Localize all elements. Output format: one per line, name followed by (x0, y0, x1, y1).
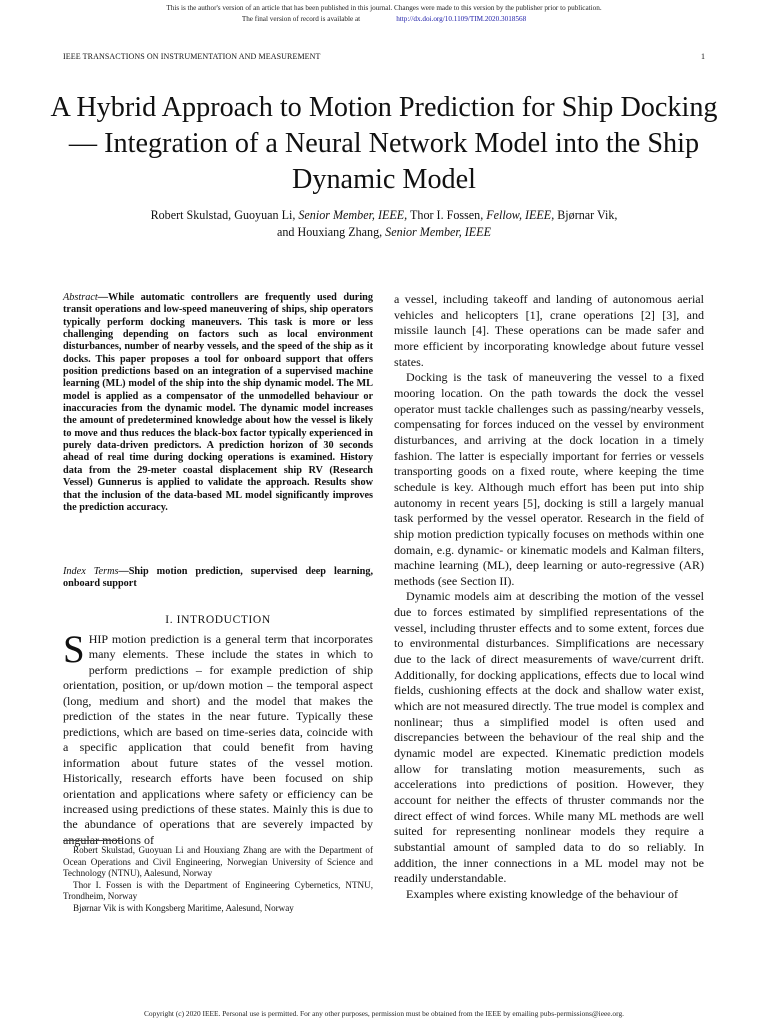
right-column-body (394, 292, 704, 903)
footnote-affiliation: Thor I. Fossen is with the Department of Engineering Cybernetics, NTNU, Trondheim, Norway (63, 879, 373, 901)
body-paragraph: Docking is the task of maneuvering the vessel to a fixed mooring location. On the path towards the dock the vessel operator must tackle challenges such as passing/nearby vessels, compensating for forces induced on the vessel by environment disturbances, and arriving at the dock location in a timely fashion. The latter is especially important for ferries or vessels transporting goods on a fixed route, where keeping the time schedule is key. Although much effort has been put into ship autonomy in recent years [5], docking is still a largely manual task performed by the vessel operator. Research in the field of ship motion prediction typically focuses on methods within one domain, e.g. dynamic- or kinematic models and Kalman filters, machine learning (ML), deep learning or auto-regressive (AR) methods (see Section II). (394, 370, 704, 588)
index-terms-text: —Ship motion prediction, supervised deep learning, onboard support (63, 566, 374, 590)
version-of-record-text: The final version of record is available at (241, 15, 361, 23)
journal-running-head: IEEE TRANSACTIONS ON INSTRUMENTATION AND MEASUREMENT (63, 52, 321, 61)
index-terms (63, 566, 373, 591)
paper-title: A Hybrid Approach to Motion Prediction for Ship Docking— Integration of a Neural Network Model into the Ship Dynamic Model (50, 92, 718, 195)
abstract-label: Abstract (63, 292, 98, 303)
drop-cap-letter: S (63, 628, 85, 671)
section-heading-introduction: I. INTRODUCTION (165, 614, 271, 626)
author-names-1: Robert Skulstad, Guoyuan Li, (150, 208, 299, 222)
author-membership-1: Senior Member, IEEE, (298, 208, 408, 222)
author-affiliation-footnotes (63, 845, 373, 914)
abstract-text: —While automatic controllers are frequently used during transit operations and low-speed maneuvering of ships, ship operators typically perform docking maneuvers. This task is more or less challenging depending on factors such as local environment disturbances, number of nearby vessels, and the speed of the ship as it docks. This paper proposes a tool for onboard support that offers position predictions based on an integration of a supervised machine learning (ML) model of the ship into the ship dynamic model. The ML model is applied as a compensator of the unmodelled behaviour or inaccuracies from the dynamic model. The dynamic model increases the amount of predetermined knowledge about how the vessel is likely to move and thus reduces the black-box factor typically experienced in purely data-driven predictors. A prediction horizon of 30 seconds ahead of real time during docking operations is examined. History data from the 29-meter coastal displacement ship RV (Research Vessel) Gunnerus is applied to validate the approach. Results show that the inclusion of the data-based ML model significantly improves the prediction accuracy. (63, 292, 373, 513)
footnote-affiliation: Robert Skulstad, Guoyuan Li and Houxiang Zhang are with the Department of Ocean Operations and Civil Engineering, Norwegian University of Science and Technology (NTNU), Aalesund, Norway (63, 845, 373, 878)
body-paragraph: Dynamic models aim at describing the motion of the vessel due to forces estimated by simplified representations of the vessel, including thruster effects and to some extent, forces due to environmental disturbances. Simplifications are necessary due to the lack of direct measurements of wave/current drift. Additionally, for docking applications, effects due to local wind fields, cushioning effects at the dock and shallow water exist, which are not measured directly. The true model is complex and nonlinear; thus a simplified model is often used and discrepancies between the behaviour of the real ship and the dynamic model are expected. Kinematic prediction models allow for translating motion measurements, such as accelerations into predictions of position. However, they account for neither the effects of thruster commands nor the direct effect of wind forces. While many ML methods are well suited for representing nonlinear models they require a substantial amount of sampled data to do so reliably. In addition, the inner connections in a ML model may not be readily understandable. (394, 589, 704, 886)
index-terms-label: Index Terms (63, 566, 119, 577)
author-list (60, 207, 708, 241)
page-number: 1 (701, 52, 705, 61)
footnote-divider (63, 840, 123, 841)
body-paragraph: Examples where existing knowledge of the behaviour of (406, 886, 678, 901)
publication-notice: This is the author's version of an article that has been published in this journal. Changes were made to this version by the publisher prior to publication. (166, 4, 602, 12)
author-names-2: Thor I. Fossen, (407, 208, 487, 222)
author-names-3: Bjørnar Vik, (554, 208, 618, 222)
copyright-footer: Copyright (c) 2020 IEEE. Personal use is permitted. For any other purposes, permission must be obtained from the IEEE by emailing pubs-permissions@ieee.org. (144, 1009, 624, 1018)
author-membership-2: Fellow, IEEE, (486, 208, 555, 222)
footnote-affiliation: Bjørnar Vik is with Kongsberg Maritime, Aalesund, Norway (73, 902, 294, 913)
body-paragraph: a vessel, including takeoff and landing of autonomous aerial vehicles and helicopters [1], crane operations [2] [3], and missile launch [4]. These operations can be made safer and more efficient by incorporating knowledge about future vessel states. (394, 292, 704, 369)
abstract (63, 292, 373, 514)
version-of-record-notice (0, 14, 768, 25)
author-membership-4: Senior Member, IEEE (385, 225, 491, 239)
doi-link[interactable]: http://dx.doi.org/10.1109/TIM.2020.3018568 (396, 15, 527, 23)
introduction-text: HIP motion prediction is a general term that incorporates many elements. These include the states in which to perform predictions – for example prediction of ship orientation, position, or up/down motion – the temporal aspect (long, medium and short) and the model that makes the prediction of the states in the near future. Typically these predictions, which are based on time-series data, coincide with a specific application that could benefit from having information about future states of the vessel motion. Historically, research efforts have been focused on ship orientation and applications where safety or efficiency can be increased using predictions of these states. Mainly this is due to the abundance of operations that are severely impacted by angular motions of (63, 632, 373, 847)
author-names-4: and Houxiang Zhang, (277, 225, 386, 239)
introduction-body (63, 628, 373, 848)
